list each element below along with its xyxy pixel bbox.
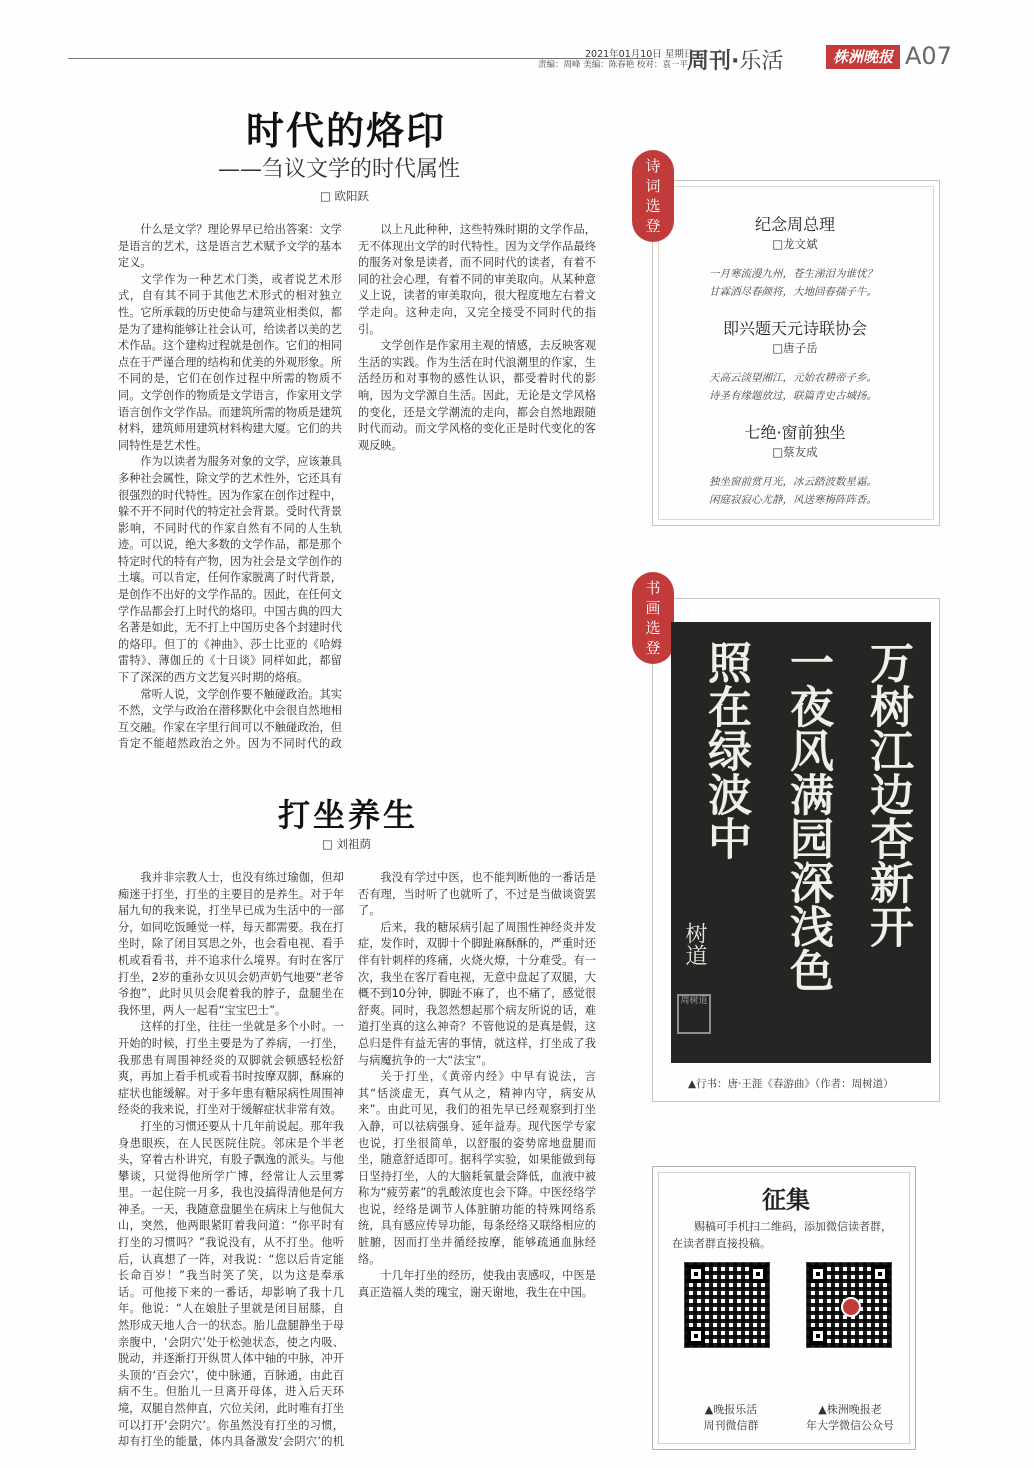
byline-mark: □ bbox=[322, 837, 333, 851]
article2-byline bbox=[322, 836, 371, 852]
poem-title: 纪念周总理 bbox=[754, 215, 835, 234]
qr-finder bbox=[687, 1327, 705, 1345]
page-number: A07 bbox=[905, 42, 952, 70]
qr1-caption bbox=[676, 1402, 786, 1434]
qr-code-account[interactable] bbox=[806, 1262, 892, 1348]
brand-logo bbox=[826, 45, 900, 69]
calligraphy-caption: ▲行书：唐·王涯《春游曲》（作者：周树道） bbox=[688, 1078, 894, 1090]
article2-title: 打坐养生 bbox=[278, 796, 419, 834]
qr-finder bbox=[809, 1327, 827, 1345]
qr1-caption-line: 周刊微信群 bbox=[703, 1419, 759, 1432]
header-date: 2021年01月10日 星期日 bbox=[585, 49, 694, 60]
poem-line: 独坐窗前赏月光，冰云踏波数星霜。 bbox=[709, 476, 877, 488]
qr-code-group[interactable] bbox=[684, 1262, 770, 1348]
poem-line: 闲庭寂寂心尤静，风送寒梅阵阵香。 bbox=[709, 494, 877, 506]
article2-column-1 bbox=[118, 870, 344, 1450]
paragraph: 关于打坐，《黄帝内经》中早有说法，言其“恬淡虚无，真气从之，精神内守，病安从来”。由此可见，我们的祖先早已经观察到打坐入静，可以祛病强身、延年益寿。现代医学专家也说，打坐很简单，以舒服的姿势席地盘腿而坐，随意舒适即可。据科学实验，如果能做到每日坚持打坐，人的大脑耗氧量会降低，血液中被称为“疲劳素”的乳酸浓度也会下降。中医经络学也说，经络是调节人体脏腑功能的特殊网络系统，具有感应传导功能，每条经络又联络相应的脏腑，因而打坐并循经按摩，能够疏通血脉经络。 bbox=[358, 1070, 596, 1266]
qr-finder bbox=[749, 1265, 767, 1283]
qr2-caption-line: ▲株洲晚报老 bbox=[818, 1403, 882, 1416]
byline-mark: □ bbox=[320, 189, 331, 203]
paragraph: 文学作为一种艺术门类，或者说艺术形式，自有其不同于其他艺术形式的相对独立性。它所承载的历史使命与建筑业相类似，都是为了建构能够让社会认可，给读者以美的艺术作品。这个建构过程就是创作。它们的相同点在于严谨合理的结构和优美的外观形象。所不同的是，它们在创作过程中所需的物质不同。文学创作的物质是文学语言，作家用文学语言创作文学作品。而建筑所需的物质是建筑材料，建筑师用建筑材料构建大厦。它们的共同特性是艺术性。 bbox=[118, 272, 342, 452]
section-separator: · bbox=[731, 49, 740, 74]
paragraph-part: 常听人说，文学创作要不触碰政治。其实不然，文学与政治在潜移默化中会很自然地相互交融。作家在字里行间可以不触碰政治，但肯定不能超然政治之外。因为不同时代的政 bbox=[118, 687, 342, 751]
collect-title: 征集 bbox=[762, 1185, 810, 1214]
paragraph: 十几年打坐的经历，使我由衷感叹，中医是真正造福人类的瑰宝，谢天谢地，我生在中国。 bbox=[358, 1269, 596, 1299]
calligraphy-signature: 树道 bbox=[682, 922, 707, 966]
byline-author: 刘祖荫 bbox=[336, 837, 372, 851]
calligraphy-column: 万树江边杏新开 bbox=[862, 640, 913, 948]
poem-title: 七绝·窗前独坐 bbox=[744, 423, 846, 442]
paragraph: 后来，我的糖尿病引起了周围性神经炎并发症，发作时，双脚十个脚趾麻酥酥的，严重时还伴有针刺样的疼痛，火烧火燎，十分难受。有一次，我坐在客厅看电视，无意中盘起了双腿，大概不到10分钟，脚趾不麻了，也不痛了，感觉很舒爽。同时，我忽然想起那个病友所说的话，难道打坐真的这么神奇？不管他说的是真是假，这总归是件有益无害的事情，就这样，打坐成了我与病魔抗争的一大“法宝”。 bbox=[358, 920, 596, 1067]
qr-finder bbox=[809, 1265, 827, 1283]
calligraphy-stamp bbox=[677, 994, 711, 1034]
collect-text: 赐稿可手机扫二维码，添加微信读者群，在读者群直接投稿。 bbox=[672, 1220, 892, 1250]
poetry-seal bbox=[632, 150, 674, 242]
paragraph: 作为以读者为服务对象的文学，应该兼具多种社会属性，除文学的艺术性外，它还具有很强烈的时代特性。因为作家在创作过程中，躲不开不同时代的特定社会背景。受时代背景影响，不同时代的作家自然有不同的人生轨迹。可以说，绝大多数的文学作品，都是那个特定时代的特有产物，因为社会是文学创作的土壤。可以肯定，任何作家脱离了时代背景，是创作不出好的文学作品的。因此，在任何文学作品都会打上时代的烙印。中国古典的四大名著是如此，无不打上中国历史各个封建时代的烙印。但丁的《神曲》、莎士比亚的《哈姆雷特》、薄伽丘的《十日谈》同样如此，都留下了深深的西方文艺复兴时期的烙痕。 bbox=[118, 455, 342, 685]
poem-title: 即兴题天元诗联协会 bbox=[722, 319, 867, 338]
poetry-seal-text: 诗词选登 bbox=[645, 157, 661, 235]
poem-line: 甘霖洒尽春颜将，大地回春孺子牛。 bbox=[709, 286, 877, 298]
stamp-text: 周树道 bbox=[680, 996, 708, 1006]
calligraphy-image bbox=[671, 622, 931, 1063]
article1-subtitle: ——刍议文学的时代属性 bbox=[218, 157, 461, 182]
article1-byline bbox=[320, 188, 369, 204]
qr-logo-icon bbox=[841, 1297, 861, 1317]
qr-finder bbox=[687, 1265, 705, 1283]
header-section bbox=[687, 44, 783, 75]
byline-author: 欧阳跃 bbox=[334, 189, 370, 203]
qr-finder bbox=[871, 1265, 889, 1283]
brand-name: 株洲晚报 bbox=[832, 48, 893, 66]
poem-line: 一月寒流漫九州，苍生涕泪为谁忧？ bbox=[709, 268, 877, 280]
qr2-caption bbox=[792, 1402, 908, 1434]
paragraph: 我并非宗教人士，也没有练过瑜伽，但却痴迷于打坐，打坐的主要目的是养生。对于年届九旬的我来说，打坐早已成为生活中的一部分，如同吃饭睡觉一样，每天都需要。我在打坐时，除了闭目冥思之外，也会看电视、看手机或看看书，并不追求什么境界。有时在客厅打坐，2岁的重孙女贝贝会奶声奶气地要“老爷爷抱”，此时贝贝会爬着我的脖子，盘腿坐在我怀里，两人一起看“宝宝巴士”。 bbox=[118, 871, 344, 1017]
qr2-caption-line: 年大学微信公众号 bbox=[806, 1419, 894, 1432]
paragraph: 以上凡此种种，这些特殊时期的文学作品，无不体现出文学的时代特性。因为文学作品最终的服务对象是读者，而不同时代的读者，有着不同的社会心理，有着不同的审美取向。从某种意义上说，读者的审美取向，很大程度地左右着文学走向。这种走向，又完全接受不同时代的指引。 bbox=[358, 223, 596, 336]
section-label: 周刊 bbox=[687, 49, 732, 74]
qr1-caption-line: ▲晚报乐活 bbox=[704, 1403, 758, 1416]
paragraph: 什么是文学？理论界早已给出答案：文学是语言的艺术，这是语言艺术赋予文学的基本定义。 bbox=[118, 223, 342, 270]
article2-column-2 bbox=[358, 870, 596, 1450]
paragraph: 这样的打坐，往往一坐就是多个小时。一开始的时候，打坐主要是为了养病，一打坐，我那患有周围神经炎的双脚就会顿感轻松舒爽，再加上看手机或看书时按摩双脚，酥麻的症状也能缓解。对于多年患有糖尿病性周围神经炎的我来说，打坐对于缓解症状非常有效。 bbox=[118, 1020, 344, 1117]
poem-author: □唐子岳 bbox=[772, 341, 818, 355]
paragraph bbox=[118, 687, 342, 752]
calligraphy-seal bbox=[632, 572, 674, 664]
calligraphy-column: 照在绿波中 bbox=[700, 640, 751, 860]
calligraphy-column: 一夜风满园深浅色 bbox=[782, 640, 833, 992]
poem-author: □龙文斌 bbox=[772, 237, 818, 251]
article1-column-2 bbox=[358, 222, 596, 738]
paragraph: 打坐的习惯还要从十几年前说起。那年我身患眼疾，在人民医院住院。邻床是个半老头，穿着古朴讲究，有股子飘逸的派头。与他攀谈，只觉得他所学广博，经常让人云里雾里。一起住院一月多，我也没搞得清他是何方神圣。一天，我随意盘腿坐在病床上与他侃大山，突然，他两眼紧盯着我问道：“你平时有打坐的习惯吗？”我说没有，从不打坐。他听后，认真想了一阵，对我说：“您以后肯定能长命百岁！”我当时笑了笑，以为这是奉承话。可他接下来的一番话，却影响了我十几年。他说：“人在娘肚子里就是闭目屈膝，自然形成天地人合一的状态。胎儿盘腿静坐于母亲腹中，‘会阴穴’处于松弛状态，使之内吸、脱动，并逐渐打开纵贯人体中轴的中脉，冲开头顶的‘百会穴’，使中脉通，百脉通，由此百病不生。但胎儿一旦离开母体，进入后天环境，双腿自然伸直，穴位关闭，此时唯有打坐可以打开‘会阴穴’。你虽然没有打坐的习惯，却有打坐的能量，体内具备激发‘会阴穴’的机 bbox=[118, 1119, 344, 1449]
poem-line: 诗圣有缘题放过，联篇青史古城扬。 bbox=[709, 390, 877, 402]
header-editors: 责编：周峰 美编：陈春艳 校对：袁一平 bbox=[538, 60, 688, 70]
article1-column-1 bbox=[118, 222, 342, 752]
poem-line: 天高云淡望湘江，元始农耕帝子乡。 bbox=[709, 372, 877, 384]
article1-title: 时代的烙印 bbox=[246, 108, 447, 153]
section-name: 乐活 bbox=[739, 49, 784, 74]
calligraphy-seal-text: 书画选登 bbox=[645, 579, 661, 657]
paragraph: 文学创作是作家用主观的情感，去反映客观生活的实践。作为生活在时代浪潮里的作家，生活经历和对事物的感性认识，都受着时代的影响，因为文学源自生活。因此，无论是文学风格的变化，还是文学潮流的走向，都会自然地跟随时代而动。而文学风格的变化正是时代变化的客观反映。 bbox=[358, 339, 596, 452]
paragraph: 我没有学过中医，也不能判断他的一番话是否有理，当时听了也就听了，不过是当做谈资罢了。 bbox=[358, 871, 596, 918]
poem-author: □蔡友成 bbox=[772, 445, 818, 459]
